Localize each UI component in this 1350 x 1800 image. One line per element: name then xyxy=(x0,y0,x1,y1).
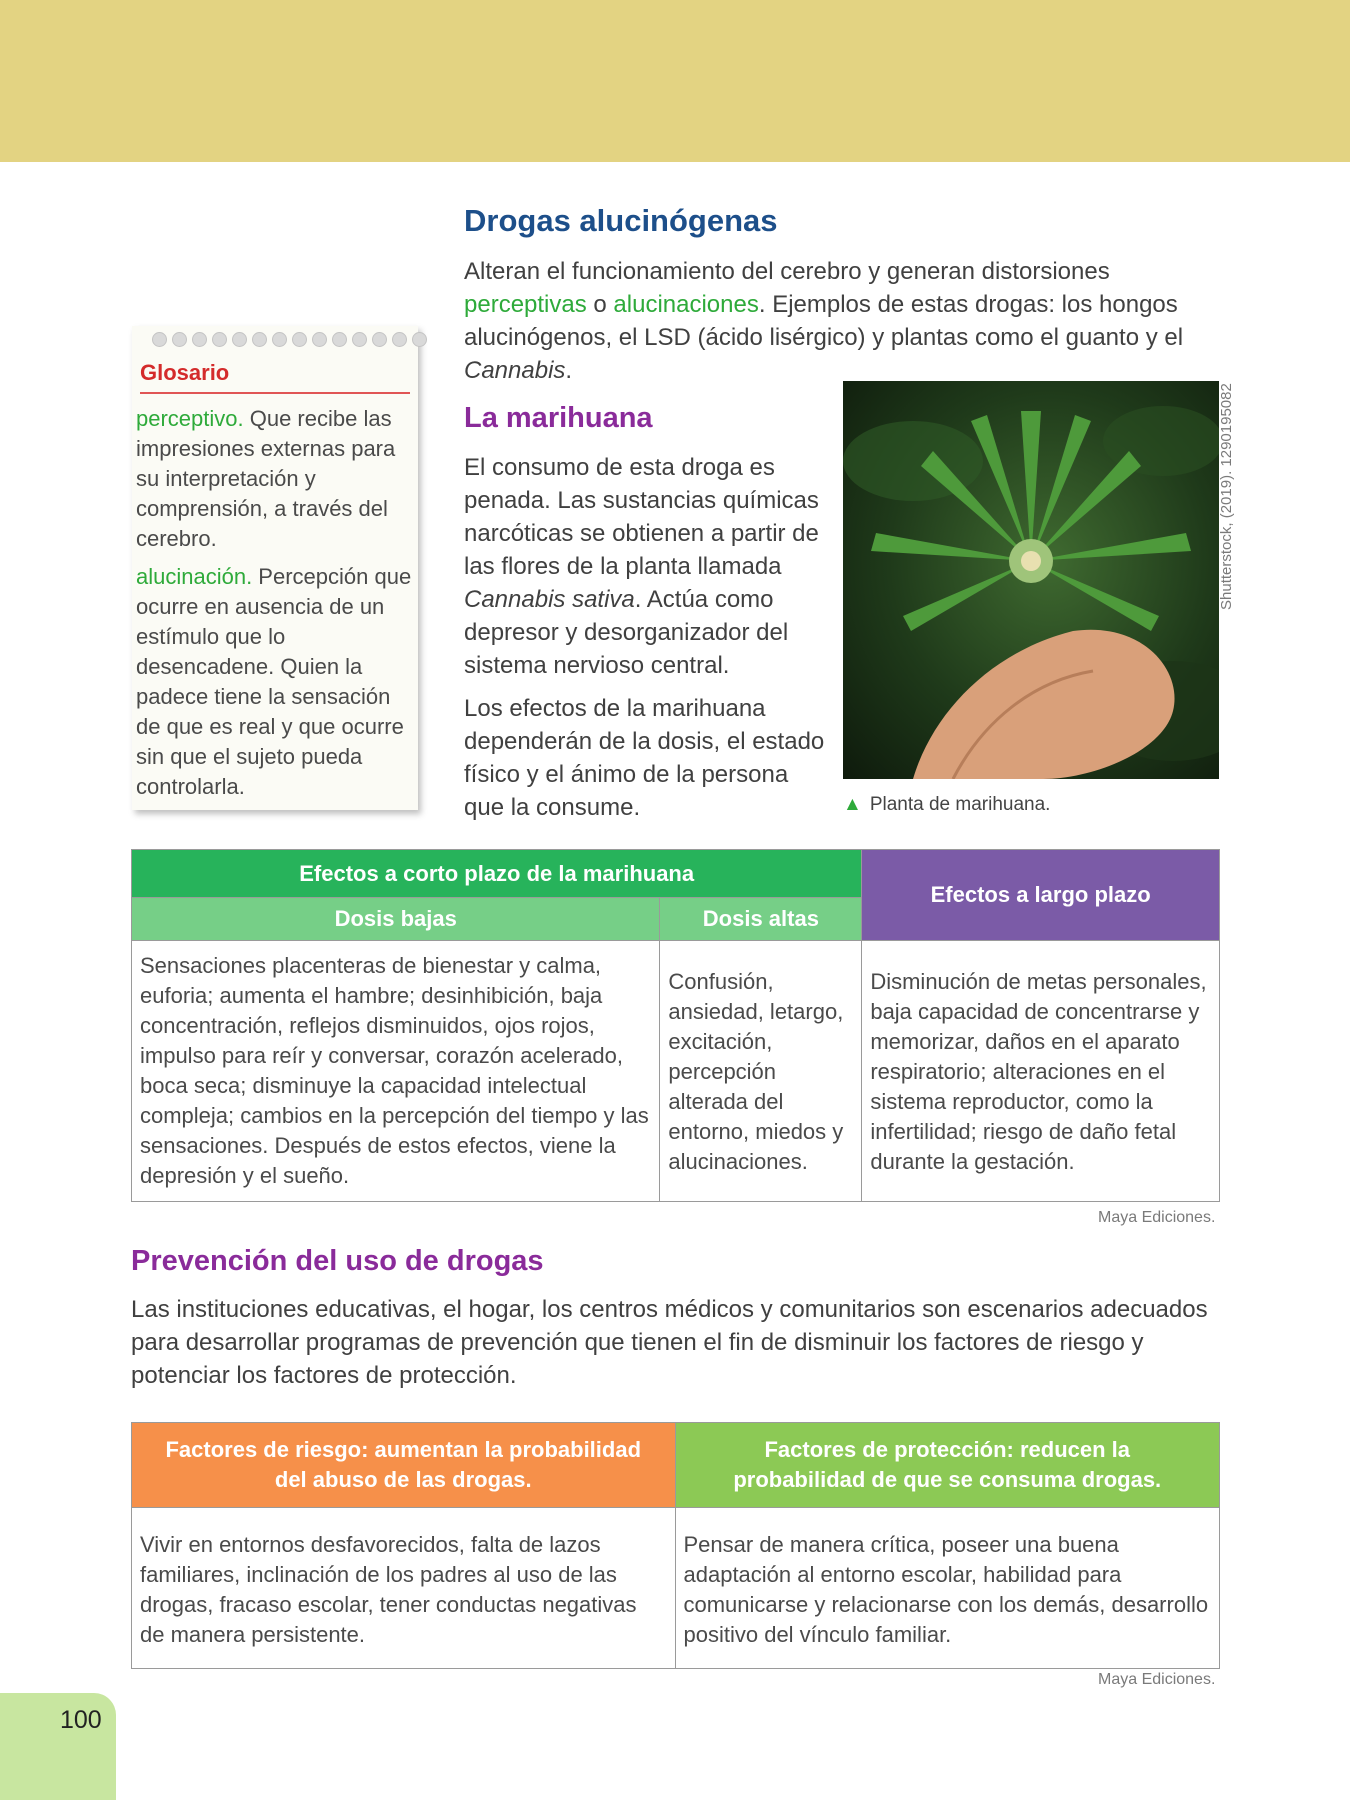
page-number: 100 xyxy=(60,1706,102,1734)
cell-low-dose-effects: Sensaciones placenteras de bienestar y calma, euforia; aumenta el hambre; desinhibición, baja concentración, reflejos disminuidos, ojos rojos, impulso para reír y conversar, corazón acelerado, boca seca; disminuye la capacidad intelectual compleja; cambios en la percepción del tiempo y las sensaciones. Después de estos efectos, viene la depresión y el sueño. xyxy=(132,941,660,1202)
glossary-definition: Percepción que ocurre en ausencia de un estímulo que lo desencadene. Quien la padece tiene la sensación de que es real y que ocurre sin que el sujeto pueda controlarla. xyxy=(136,564,412,799)
glossary-card xyxy=(132,326,418,810)
glossary-entry-perceptivo xyxy=(136,404,416,554)
cell-risk-factors: Vivir en entornos desfavorecidos, falta de lazos familiares, inclinación de los padres al uso de las drogas, fracaso escolar, tener conductas negativas de manera persistente. xyxy=(132,1508,676,1669)
notebook-rings xyxy=(152,332,427,348)
cell-protection-factors: Pensar de manera crítica, poseer una buena adaptación al entorno escolar, habilidad para comunicarse y relacionarse con los demás, desarrollo positivo del vínculo familiar. xyxy=(675,1508,1220,1669)
header-long-term-effects: Efectos a largo plazo xyxy=(862,850,1220,941)
term-perceptivas: perceptivas xyxy=(464,291,587,318)
effects-table xyxy=(131,849,1220,1202)
glossary-term: perceptivo. xyxy=(136,406,244,431)
table-source-1: Maya Ediciones. xyxy=(1098,1209,1216,1226)
photo-credit: Shutterstock, (2019). 1290195082 xyxy=(1218,383,1235,610)
cell-long-term-effects: Disminución de metas personales, baja capacidad de concentrarse y memorizar, daños en el aparato respiratorio; alteraciones en el sistema reproductor, como la infertilidad; riesgo de daño fetal durante la gestación. xyxy=(862,941,1220,1202)
paragraph-prevencion: Las instituciones educativas, el hogar, los centros médicos y comunitarios son escenarios adecuados para desarrollar programas de prevención que tienen el fin de disminuir los factores de riesgo y potenciar los factores de protección. xyxy=(131,1296,1208,1389)
heading-la-marihuana: La marihuana xyxy=(464,402,653,434)
paragraph-marihuana-2: Los efectos de la marihuana dependerán de la dosis, el estado físico y el ánimo de la persona que la consume. xyxy=(464,695,825,821)
heading-drogas-alucinogenas: Drogas alucinógenas xyxy=(464,203,778,238)
glossary-definition: Que recibe las impresiones externas para su interpretación y comprensión, a través del cerebro. xyxy=(136,406,396,551)
paragraph-drogas-alucinogenas: Alteran el funcionamiento del cerebro y generan distorsiones perceptivas o alucinaciones. Ejemplos de estas drogas: los hongos alucinógenos, el LSD (ácido lisérgico) y plantas como el guanto y el Cannabis. xyxy=(464,258,1184,384)
term-alucinaciones: alucinaciones xyxy=(613,291,759,318)
cannabis-leaf-illustration xyxy=(843,381,1219,779)
header-risk-factors: Factores de riesgo: aumentan la probabilidad del abuso de las drogas. xyxy=(132,1423,676,1508)
photo-caption: ▲ Planta de marihuana. xyxy=(843,794,1051,815)
table-source-2: Maya Ediciones. xyxy=(1098,1671,1216,1688)
header-low-dose: Dosis bajas xyxy=(132,898,660,941)
paragraph-marihuana-1: El consumo de esta droga es penada. Las sustancias químicas narcóticas se obtienen a partir de las flores de la planta llamada Cannabis sativa. Actúa como depresor y desorganizador del sistema nervioso central. xyxy=(464,454,819,679)
header-high-dose: Dosis altas xyxy=(660,898,862,941)
header-protection-factors: Factores de protección: reducen la probabilidad de que se consuma drogas. xyxy=(675,1423,1220,1508)
glossary-entry-alucinacion xyxy=(136,562,416,802)
cannabis-plant-photo xyxy=(843,381,1219,779)
cell-high-dose-effects: Confusión, ansiedad, letargo, excitación, percepción alterada del entorno, miedos y alucinaciones. xyxy=(660,941,862,1202)
header-short-term-effects: Efectos a corto plazo de la marihuana xyxy=(132,850,862,898)
glossary-term: alucinación. xyxy=(136,564,253,589)
triangle-icon: ▲ xyxy=(843,794,862,815)
factors-table xyxy=(131,1422,1220,1669)
heading-prevencion: Prevención del uso de drogas xyxy=(131,1245,544,1277)
glossary-title: Glosario xyxy=(140,360,410,394)
top-color-band xyxy=(0,0,1350,162)
